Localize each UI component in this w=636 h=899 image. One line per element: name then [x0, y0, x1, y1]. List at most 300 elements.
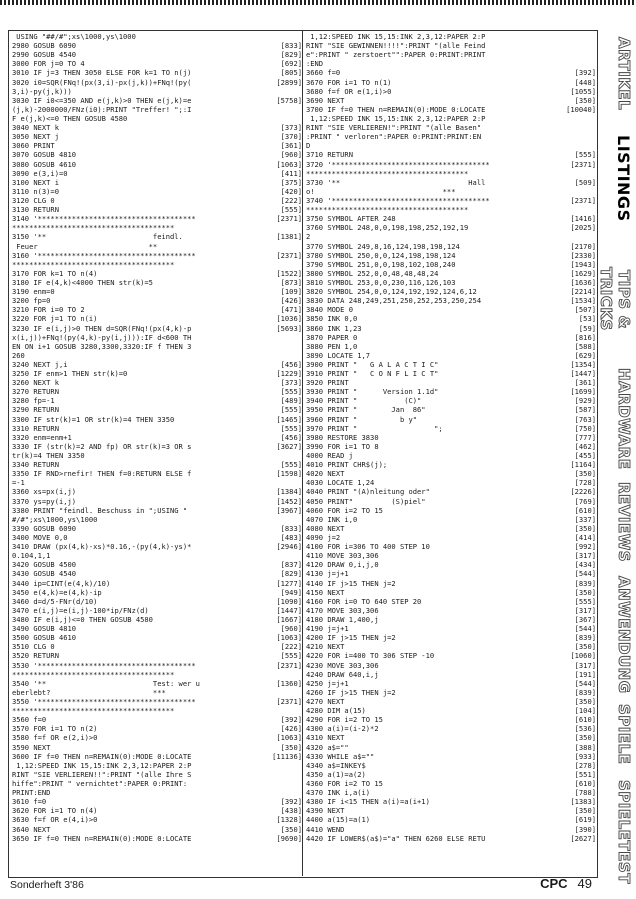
code-text: 4010 PRINT CHR$(j);: [306, 460, 388, 470]
code-line: [306, 460, 596, 469]
checksum: [1063]: [276, 733, 302, 743]
code-text: 3280 fp=-1: [12, 396, 55, 406]
code-line: [12, 324, 302, 333]
checksum: [536]: [574, 724, 596, 734]
code-text: 3440 ip=CINT(e(4,k)/10): [12, 578, 111, 588]
code-line: [12, 451, 302, 460]
checksum: [10040]: [566, 104, 596, 114]
code-line: [12, 178, 302, 187]
checksum: [411]: [280, 168, 302, 178]
code-text: 3430 GOSUB 4540: [12, 569, 77, 579]
code-text: USING "##/#";xs\1000,ys\1000: [12, 32, 136, 41]
code-text: 4110 MOVE 303,306: [306, 551, 379, 561]
code-text: 3410 DRAW (px(4,k)-xs)*0.16,-(py(4,k)-ys)*: [12, 542, 192, 552]
side-tab-artikel[interactable]: ARTIKEL: [615, 37, 633, 111]
code-line: [306, 469, 596, 478]
code-line: [306, 333, 596, 342]
code-line: [12, 469, 302, 478]
code-text: 3460 d=d/5-FNr(d/10): [12, 596, 98, 606]
code-text: 3350 IF RND>rnefir! THEN f=0:RETURN ELSE f: [12, 469, 192, 479]
code-line: [12, 715, 302, 724]
code-text: 3670 FOR i=1 TO n(1): [306, 77, 392, 87]
code-text: 3610 f=0: [12, 797, 47, 807]
code-line: [12, 424, 302, 433]
code-text: 3550 '*************************************: [12, 696, 196, 706]
code-text: 3420 GOSUB 4500: [12, 560, 77, 570]
code-text: 3740 '*************************************: [306, 195, 490, 205]
code-line: [306, 269, 596, 278]
checksum: [438]: [280, 806, 302, 816]
code-text: 4260 IF j>15 THEN j=2: [306, 687, 396, 697]
code-text: 3720 '*************************************: [306, 159, 490, 169]
checksum: [489]: [280, 396, 302, 406]
checksum: [2371]: [570, 159, 596, 169]
checksum: [317]: [574, 551, 596, 561]
checksum: [2371]: [276, 696, 302, 706]
checksum: [361]: [280, 141, 302, 151]
checksum: [509]: [574, 177, 596, 187]
code-text: 3820 SYMBOL 254,0,0,124,192,192,124,6,12: [306, 287, 477, 297]
code-line: [12, 606, 302, 615]
code-text: 3230 IF e(i,j)>0 THEN d=SQR(FNq!(px(4,k)-p: [12, 323, 192, 333]
checksum: [1699]: [570, 387, 596, 397]
side-tab-hardware[interactable]: HARDWARE: [615, 368, 633, 470]
code-text: 3360 xs=px(i,j): [12, 487, 77, 497]
code-line: [12, 487, 302, 496]
checksum: [350]: [574, 95, 596, 105]
code-text: 3710 RETURN: [306, 150, 353, 160]
code-text: Feuer **: [12, 241, 158, 251]
checksum: [992]: [574, 542, 596, 552]
code-text: 4100 FOR i=306 TO 400 STEP 10: [306, 542, 430, 552]
code-text: 4400 a(15)=a(1): [306, 815, 371, 825]
code-text: 4030 LOCATE 1,24: [306, 478, 375, 488]
checksum: [1164]: [570, 460, 596, 470]
code-text: 3300 IF str(k)=1 OR str(k)=4 THEN 3350: [12, 414, 175, 424]
code-line: [306, 41, 596, 50]
code-line: [306, 324, 596, 333]
code-line: [306, 651, 596, 660]
side-tab-spiele[interactable]: SPIELE: [615, 703, 633, 765]
code-text: 4220 FOR i=400 TO 306 STEP -10: [306, 651, 435, 661]
code-text: **************************************: [12, 259, 175, 269]
checksum: [544]: [574, 624, 596, 634]
code-text: 4160 FOR i=0 TO 640 STEP 20: [306, 596, 422, 606]
code-text: 4280 DIM a(15): [306, 706, 366, 716]
checksum: [350]: [574, 733, 596, 743]
checksum: [873]: [280, 277, 302, 287]
code-line: [12, 724, 302, 733]
code-line: [12, 642, 302, 651]
code-text: 3580 f=f OR e(2,i)>0: [12, 733, 98, 743]
code-text: 3140 '*************************************: [12, 214, 196, 224]
code-line: [12, 232, 302, 241]
checksum: [1667]: [276, 615, 302, 624]
code-text: 3630 f=f OR e(4,i)>0: [12, 815, 98, 825]
code-text: 3260 NEXT k: [12, 378, 59, 388]
checksum: [555]: [280, 423, 302, 433]
checksum: [53]: [578, 314, 596, 324]
code-text: 4020 NEXT: [306, 469, 345, 479]
code-line: [306, 606, 596, 615]
code-text: 3210 FOR i=0 TO 2: [12, 305, 85, 315]
checksum: [949]: [280, 587, 302, 597]
checksum: [1636]: [570, 277, 596, 287]
code-line: [306, 260, 596, 269]
code-line: [12, 269, 302, 278]
checksum: [3627]: [276, 441, 302, 451]
code-line: [12, 378, 302, 387]
code-line: [306, 178, 596, 187]
code-text: 4350 a(1)=a(2): [306, 769, 366, 779]
code-line: [306, 815, 596, 824]
code-text: 3220 FOR j=1 TO n(i): [12, 314, 98, 324]
checksum: [728]: [574, 478, 596, 488]
code-line: [12, 806, 302, 815]
checksum: [59]: [578, 323, 596, 333]
code-text: 4190 j=j+1: [306, 624, 349, 634]
code-line: [306, 743, 596, 752]
code-line: [12, 405, 302, 414]
code-line: [12, 460, 302, 469]
code-line: [306, 369, 596, 378]
checksum: [555]: [280, 460, 302, 470]
code-line: [12, 770, 302, 779]
code-text: RINT "SIE GEWINNEN!!!!":PRINT "(alle Feind: [306, 41, 486, 51]
code-line: [306, 278, 596, 287]
code-text: x(i,j))+FNq!(py(4,k)-py(i,j))):IF d<600 TH: [12, 332, 192, 342]
code-text: 4170 MOVE 303,306: [306, 605, 379, 615]
checksum: [551]: [574, 769, 596, 779]
code-line: [12, 87, 302, 96]
code-line: [306, 679, 596, 688]
code-line: [12, 50, 302, 59]
checksum: [1447]: [276, 605, 302, 615]
checksum: [2899]: [276, 77, 302, 87]
code-line: [306, 506, 596, 515]
code-line: [12, 679, 302, 688]
checksum: [555]: [574, 596, 596, 606]
top-perforation: [0, 0, 636, 5]
code-text: RINT "SIE VERLIEREN!!":PRINT "(alle Ihre S: [12, 769, 192, 779]
code-text: 3290 RETURN: [12, 405, 59, 415]
code-line: [12, 661, 302, 670]
code-text: 4140 IF j>15 THEN j=2: [306, 578, 396, 588]
side-tab-spieletest[interactable]: SPIELETEST: [615, 780, 633, 884]
code-line: [306, 387, 596, 396]
code-line: [306, 834, 596, 843]
code-text: 3850 INK 0,0: [306, 314, 358, 324]
code-line: [12, 132, 302, 141]
code-text: 4410 WEND: [306, 824, 345, 834]
code-text: 3250 IF enm>1 THEN str(k)=0: [12, 369, 128, 379]
checksum: [1522]: [276, 268, 302, 278]
code-text: 3980 RESTORE 3830: [306, 432, 379, 442]
code-line: [12, 615, 302, 624]
code-line: [306, 160, 596, 169]
code-line: [306, 287, 596, 296]
code-line: [12, 651, 302, 660]
checksum: [317]: [574, 660, 596, 670]
code-text: 3800 SYMBOL 252,0,0,48,48,48,24: [306, 268, 439, 278]
code-line: [12, 779, 302, 788]
checksum: [11136]: [272, 751, 302, 761]
checksum: [619]: [574, 815, 596, 825]
code-line: [306, 661, 596, 670]
code-text: 3160 '*************************************: [12, 250, 196, 260]
code-text: 3500 GOSUB 4610: [12, 633, 77, 643]
code-line: [306, 214, 596, 223]
code-text: 4330 WHILE a$="": [306, 751, 375, 761]
code-line: [306, 715, 596, 724]
code-text: 4250 j=j+1: [306, 678, 349, 688]
checksum: [420]: [280, 186, 302, 196]
code-line: [306, 50, 596, 59]
side-tab-listings[interactable]: LISTINGS: [614, 134, 633, 222]
code-line: [306, 96, 596, 105]
code-line: [12, 569, 302, 578]
code-line: [306, 706, 596, 715]
code-text: **************************************: [12, 706, 175, 716]
checksum: [1452]: [276, 496, 302, 506]
code-line: [12, 305, 302, 314]
checksum: [375]: [280, 177, 302, 187]
code-text: 4210 NEXT: [306, 642, 345, 652]
code-text: 3170 FOR k=1 TO n(4): [12, 268, 98, 278]
code-line: [12, 150, 302, 159]
checksum: [2371]: [276, 250, 302, 260]
code-text: 4310 NEXT: [306, 733, 345, 743]
code-text: 3890 LOCATE 1,7: [306, 350, 371, 360]
code-text: RINT "SIE VERLIEREN!":PRINT "(alle Basen": [306, 123, 482, 133]
code-text: 3330 IF (str(k)=2 AND fp) OR str(k)=3 OR s: [12, 441, 192, 451]
code-line: [12, 32, 302, 41]
code-text: eberlebt? ***: [12, 687, 166, 697]
code-line: [12, 387, 302, 396]
code-text: 3690 NEXT: [306, 95, 345, 105]
checksum: [317]: [574, 605, 596, 615]
code-line: [306, 442, 596, 451]
code-line: [306, 524, 596, 533]
checksum: [1354]: [570, 359, 596, 369]
code-line: [306, 579, 596, 588]
issue-label: Sonderheft 3'86: [10, 879, 84, 891]
checksum: [1416]: [570, 214, 596, 224]
code-line: [306, 588, 596, 597]
code-text: 3970 PRINT " ";: [306, 423, 443, 433]
checksum: [1277]: [276, 578, 302, 588]
code-line: [306, 114, 596, 123]
checksum: [392]: [574, 68, 596, 78]
code-line: [306, 478, 596, 487]
code-line: [12, 260, 302, 269]
code-text: :PRINT " verloren":PAPER 0:PRINT:PRINT:EN: [306, 132, 482, 142]
code-text: 3990 FOR i=1 TO 8: [306, 441, 379, 451]
code-text: 3000 FOR j=0 TO 4: [12, 59, 85, 69]
code-text: 3190 enm=0: [12, 287, 55, 297]
checksum: [1383]: [570, 797, 596, 807]
code-text: =-1: [12, 478, 25, 488]
code-line: [12, 360, 302, 369]
code-text: 3660 f=0: [306, 68, 341, 78]
code-line: [306, 542, 596, 551]
code-text: **************************************: [306, 205, 469, 215]
code-line: [306, 487, 596, 496]
code-text: 3680 f=f OR e(1,i)>0: [306, 86, 392, 96]
code-text: 2980 GOSUB 6090: [12, 41, 77, 51]
code-line: [12, 242, 302, 251]
checksum: [370]: [280, 132, 302, 142]
code-text: o! ***: [306, 186, 456, 196]
code-text: :END: [306, 59, 324, 69]
brand-label: CPC: [540, 876, 568, 891]
code-text: 3370 ys=py(i,j): [12, 496, 77, 506]
checksum: [1036]: [276, 314, 302, 324]
code-text: **************************************: [12, 669, 175, 679]
code-line: [306, 141, 596, 150]
code-text: 3390 GOSUB 6090: [12, 523, 77, 533]
code-line: [12, 278, 302, 287]
checksum: [555]: [280, 651, 302, 661]
code-line: [306, 196, 596, 205]
checksum: [9690]: [276, 833, 302, 843]
checksum: [5693]: [276, 323, 302, 333]
checksum: [1943]: [570, 259, 596, 269]
code-line: [12, 342, 302, 351]
side-tab-reviews[interactable]: REVIEWS: [615, 481, 633, 563]
checksum: [448]: [574, 77, 596, 87]
checksum: [350]: [574, 642, 596, 652]
code-text: 260: [12, 350, 25, 360]
checksum: [769]: [574, 496, 596, 506]
code-line: [306, 68, 596, 77]
code-line: [12, 743, 302, 752]
checksum: [5758]: [276, 95, 302, 105]
code-text: 1,12:SPEED INK 15,15:INK 2,3,12:PAPER 2:P: [12, 760, 192, 770]
checksum: [350]: [574, 469, 596, 479]
checksum: [350]: [280, 742, 302, 752]
code-text: 3640 NEXT: [12, 824, 51, 834]
code-line: [12, 78, 302, 87]
code-text: 3200 fp=0: [12, 296, 51, 306]
code-line: [306, 642, 596, 651]
code-text: D: [306, 141, 311, 151]
code-line: [306, 314, 596, 323]
code-line: [306, 551, 596, 560]
code-line: [12, 187, 302, 196]
code-line: [306, 32, 596, 41]
checksum: [588]: [574, 341, 596, 351]
code-text: 3510 CLG 0: [12, 642, 55, 652]
code-line: [12, 588, 302, 597]
checksum: [426]: [280, 296, 302, 306]
checksum: [392]: [280, 715, 302, 725]
checksum: [373]: [280, 378, 302, 388]
code-text: 3930 PRINT " Version 1.1d": [306, 387, 439, 397]
code-text: 3620 FOR i=1 TO n(4): [12, 806, 98, 816]
code-line: [306, 761, 596, 770]
code-text: **************************************: [12, 223, 175, 233]
checksum: [555]: [574, 150, 596, 160]
checksum: [373]: [280, 123, 302, 133]
checksum: [350]: [574, 523, 596, 533]
checksum: [337]: [574, 514, 596, 524]
checksum: [2371]: [570, 195, 596, 205]
checksum: [1229]: [276, 369, 302, 379]
code-line: [306, 169, 596, 178]
code-line: [306, 351, 596, 360]
code-line: [12, 223, 302, 232]
code-text: 3240 NEXT j,i: [12, 359, 68, 369]
code-line: [12, 68, 302, 77]
code-line: [306, 825, 596, 834]
code-line: [306, 251, 596, 260]
checksum: [960]: [280, 150, 302, 160]
code-line: [306, 123, 596, 132]
code-text: 3590 NEXT: [12, 742, 51, 752]
checksum: [829]: [280, 50, 302, 60]
code-line: [12, 515, 302, 524]
code-text: 3920 PRINT: [306, 378, 349, 388]
code-line: [306, 105, 596, 114]
checksum: [222]: [280, 642, 302, 652]
code-line: [12, 597, 302, 606]
checksum: [777]: [574, 432, 596, 442]
checksum: [367]: [574, 615, 596, 624]
checksum: [833]: [280, 41, 302, 51]
code-text: 4300 a(i)=(i-2)*2: [306, 724, 379, 734]
code-line: [12, 788, 302, 797]
code-text: 4370 INK i,a(i): [306, 788, 371, 798]
checksum: [610]: [574, 715, 596, 725]
checksum: [839]: [574, 578, 596, 588]
checksum: [763]: [574, 414, 596, 424]
code-line: [12, 524, 302, 533]
code-text: 4070 INK i,0: [306, 514, 358, 524]
code-text: 3900 PRINT " G A L A C T I C": [306, 359, 439, 369]
checksum: [104]: [574, 706, 596, 716]
code-line: [306, 624, 596, 633]
checksum: [610]: [574, 778, 596, 788]
checksum: [750]: [574, 423, 596, 433]
side-tab-anwendung[interactable]: ANWENDUNG: [615, 576, 633, 694]
side-tab-tips-tricks[interactable]: TIPS & TRICKS: [597, 267, 633, 331]
code-text: 4340 a$=INKEY$: [306, 760, 366, 770]
code-text: 4080 NEXT: [306, 523, 345, 533]
code-text: 3180 IF e(4,k)<4000 THEN str(k)=5: [12, 277, 153, 287]
code-text: 3130 RETURN: [12, 205, 59, 215]
code-line: [306, 305, 596, 314]
code-line: [306, 724, 596, 733]
code-line: [12, 433, 302, 442]
code-text: 4390 NEXT: [306, 806, 345, 816]
checksum: [839]: [574, 687, 596, 697]
code-line: [306, 360, 596, 369]
checksum: [350]: [280, 824, 302, 834]
code-text: 4240 DRAW 640,i,j: [306, 669, 379, 679]
code-line: [12, 396, 302, 405]
code-text: 3080 GOSUB 4610: [12, 159, 77, 169]
code-line: [306, 424, 596, 433]
checksum: [1629]: [570, 268, 596, 278]
code-text: 3520 RETURN: [12, 651, 59, 661]
checksum: [350]: [574, 696, 596, 706]
code-text: 3860 INK 1,23: [306, 323, 362, 333]
page-footer: [540, 876, 592, 891]
code-line: [306, 132, 596, 141]
code-line: [306, 752, 596, 761]
code-line: [306, 670, 596, 679]
